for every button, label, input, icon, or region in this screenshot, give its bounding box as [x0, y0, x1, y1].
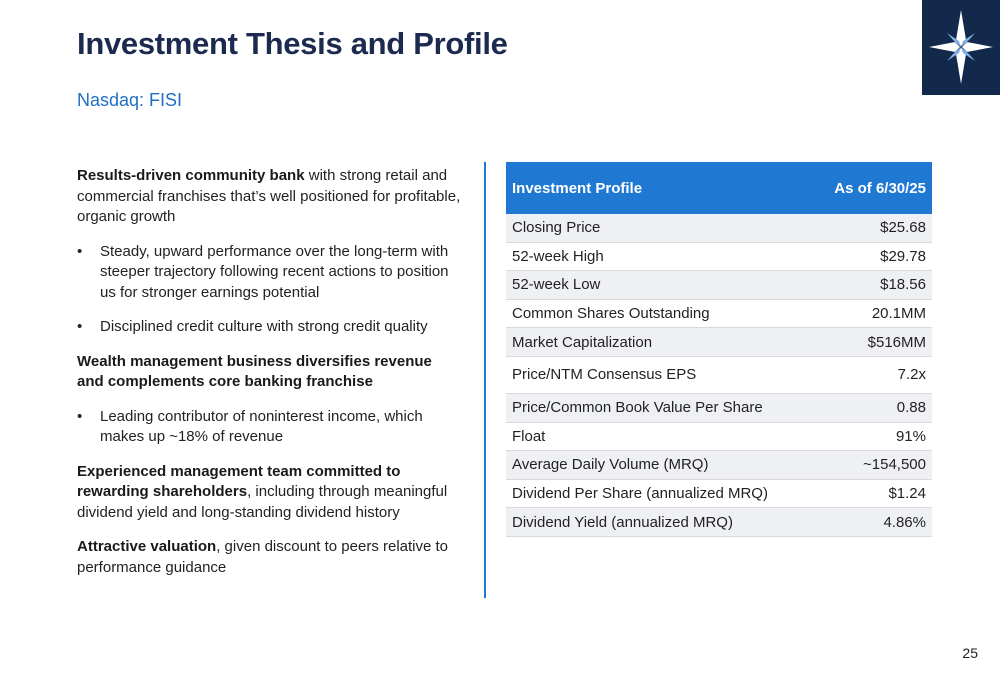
row-value: $29.78 [813, 242, 932, 271]
investment-thesis [77, 166, 462, 592]
header-investment-profile: Investment Profile [506, 162, 813, 214]
thesis-point-management-team: Experienced management team committed to rewarding shareholders, including through meaningful dividend yield and long-standing dividend history [77, 462, 448, 521]
row-value: $1.24 [813, 479, 932, 508]
table-row [506, 422, 932, 451]
row-value: 7.2x [813, 356, 932, 393]
row-value: 20.1MM [813, 299, 932, 328]
bullet-marker: • [77, 407, 83, 425]
row-label: Common Shares Outstanding [506, 299, 813, 328]
table-row [506, 356, 932, 393]
row-label: Price/Common Book Value Per Share [506, 393, 813, 422]
row-value: 91% [813, 422, 932, 451]
row-value: $25.68 [813, 214, 932, 242]
row-value: 4.86% [813, 508, 932, 537]
table-row [506, 451, 932, 480]
page-number: 25 [962, 645, 978, 661]
bullet-credit-culture: • Disciplined credit culture with strong credit quality [77, 317, 462, 338]
table-row [506, 479, 932, 508]
row-value: $18.56 [813, 271, 932, 300]
thesis-point-wealth-management: Wealth management business diversifies revenue and complements core banking franchise [77, 352, 432, 390]
bullet-marker: • [77, 318, 83, 335]
company-logo [922, 0, 1000, 95]
table-row [506, 328, 932, 357]
compass-star-icon [922, 0, 1000, 95]
slide-subtitle: Nasdaq: FISI [77, 90, 183, 110]
header-as-of-date: As of 6/30/25 [813, 162, 932, 214]
row-label: Dividend Yield (annualized MRQ) [506, 508, 813, 537]
table-row [506, 271, 932, 300]
investment-profile-table [506, 162, 932, 537]
row-label: Market Capitalization [506, 328, 813, 357]
bullet-marker: • [77, 242, 83, 260]
table-row [506, 242, 932, 271]
row-label: Float [506, 422, 813, 451]
row-label: Price/NTM Consensus EPS [506, 356, 813, 393]
table-row [506, 508, 932, 537]
table-row [506, 214, 932, 242]
table-row [506, 393, 932, 422]
bullet-noninterest-income: • Leading contributor of noninterest income, which makes up ~18% of revenue [77, 407, 423, 445]
row-label: 52-week High [506, 242, 813, 271]
row-value: $516MM [813, 328, 932, 357]
row-value: 0.88 [813, 393, 932, 422]
row-value: ~154,500 [813, 451, 932, 480]
vertical-divider [484, 162, 486, 598]
row-label: Closing Price [506, 214, 813, 242]
table-row [506, 299, 932, 328]
bullet-performance: • Steady, upward performance over the long-term with steeper trajectory following recent actions to position us for stronger earnings potential [77, 242, 449, 301]
thesis-point-valuation: Attractive valuation, given discount to peers relative to performance guidance [77, 538, 449, 576]
slide-title: Investment Thesis and Profile [77, 26, 508, 61]
thesis-point-community-bank: Results-driven community bank with strong retail and commercial franchises that’s well positioned for profitable, organic growth [77, 167, 461, 225]
row-label: Average Daily Volume (MRQ) [506, 451, 813, 480]
row-label: Dividend Per Share (annualized MRQ) [506, 479, 813, 508]
row-label: 52-week Low [506, 271, 813, 300]
table-header-row [506, 162, 932, 214]
